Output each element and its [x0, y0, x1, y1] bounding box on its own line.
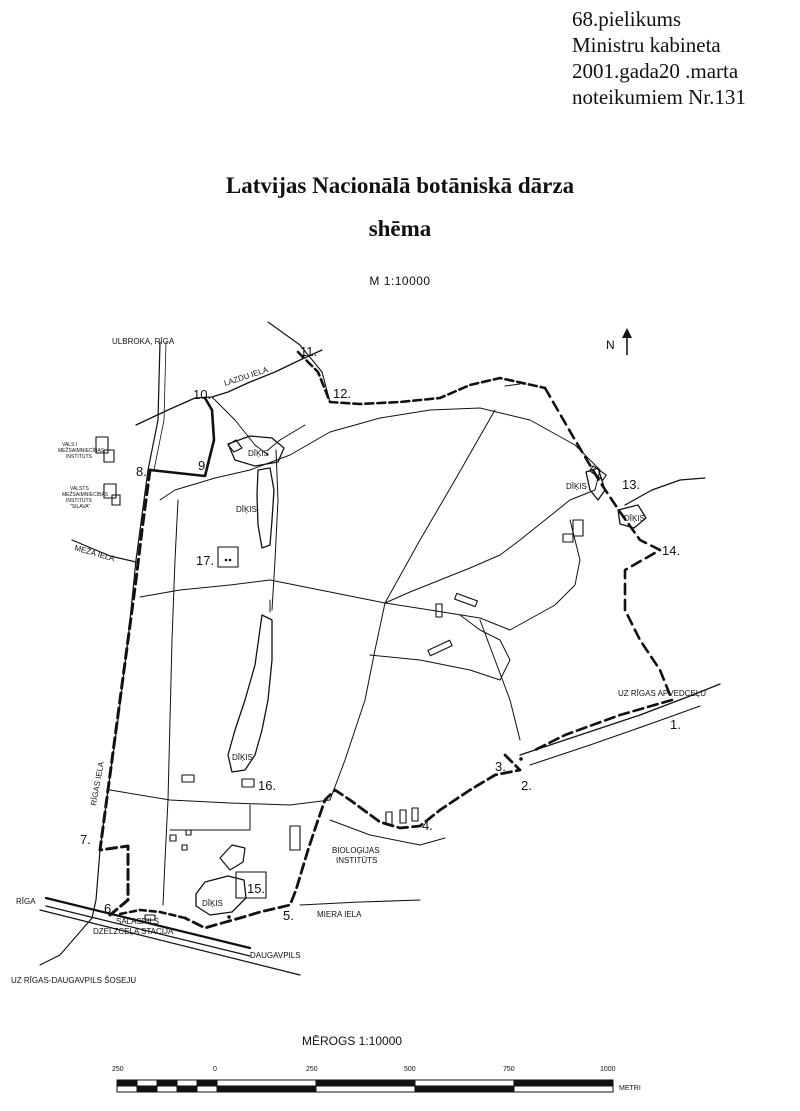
pond-3-long-south — [228, 615, 272, 772]
label-daugavpils: DAUGAVPILS — [250, 951, 301, 960]
building-south-3 — [412, 808, 418, 821]
annex-line-4: noteikumiem Nr.131 — [572, 85, 746, 109]
scalebar-tick-0: 0 — [213, 1066, 217, 1073]
point-10: 10. — [193, 387, 212, 402]
building-small-3 — [182, 845, 187, 850]
building-inst-2 — [104, 450, 114, 462]
label-pond-5: DĪĶIS — [624, 514, 645, 523]
map-scale-text: M 1:10000 — [369, 274, 431, 288]
scalebar-title: MĒROGS 1:10000 — [302, 1034, 403, 1048]
pond-2-long — [257, 468, 274, 548]
point-17: 17. — [196, 553, 215, 568]
label-salaspils: SALASPILS — [116, 917, 160, 926]
label-apvedcelu: UZ RĪGAS APVEDCEĻU — [618, 689, 707, 698]
point-7: 7. — [80, 832, 91, 847]
path-east-grid — [370, 615, 510, 680]
svg-text:INSTITŪTS: INSTITŪTS — [66, 454, 92, 460]
map-title: Latvijas Nacionālā botāniskā dārza — [225, 173, 575, 198]
building-east-3 — [428, 640, 452, 656]
scalebar-tick-250: 250 — [306, 1066, 318, 1073]
point-3: 3. — [495, 759, 506, 774]
label-ulbroka: ULBROKA, RĪGA — [112, 337, 175, 346]
building-small-1 — [182, 775, 194, 782]
path-long-pond — [272, 450, 278, 610]
annex-line-3: 2001.gada20 .marta — [572, 59, 739, 83]
label-institute-1 — [58, 442, 105, 460]
point-13: 13. — [622, 477, 641, 492]
building-17-dot-2 — [225, 559, 228, 562]
label-lazdu-iela: LAZDU IELA — [222, 365, 270, 388]
label-sose: UZ RĪGAS-DAUGAVPILS ŠOSEJU — [11, 976, 137, 985]
point-2: 2. — [521, 778, 532, 793]
point-5: 5. — [283, 908, 294, 923]
point-12: 12. — [333, 386, 352, 401]
building-17 — [218, 547, 238, 567]
road-apvedcelu-edge — [530, 706, 700, 765]
north-arrow — [606, 328, 632, 355]
label-pond-4: DĪĶIS — [566, 482, 587, 491]
point-1: 1. — [670, 717, 681, 732]
scalebar-tick-1000: 1000 — [600, 1066, 616, 1073]
building-east-6 — [563, 534, 573, 542]
scalebar-unit: METRI — [619, 1085, 641, 1092]
point-dot-3 — [519, 757, 523, 761]
annex-line-1: 68.pielikums — [572, 7, 682, 31]
path-north-arc — [268, 425, 305, 450]
road-daugavpils — [40, 910, 300, 975]
map-subtitle: shēma — [368, 216, 432, 241]
point-4: 4. — [422, 818, 433, 833]
point-14: 14. — [662, 543, 681, 558]
building-east-1 — [436, 604, 442, 617]
label-institute-2 — [62, 486, 109, 510]
label-stacija: DZELZCEĻA STACIJA — [93, 927, 174, 936]
label-pond-3: DĪĶIS — [232, 753, 253, 762]
svg-text:INSTITŪTS: INSTITŪTS — [66, 498, 92, 504]
building-small-4 — [186, 830, 191, 835]
label-pond-6: DĪĶIS — [202, 899, 223, 908]
label-biology-2: INSTITŪTS — [336, 856, 378, 865]
point-11: 11. — [300, 344, 318, 359]
scalebar-tick-250-left: 250 — [112, 1066, 124, 1073]
road-miera-iela — [300, 900, 420, 905]
path-east-loop — [330, 603, 385, 800]
building-east-5 — [573, 520, 583, 536]
pond-7 — [220, 845, 245, 870]
path-diagonal-ne — [385, 410, 495, 603]
label-riga: RĪGA — [16, 897, 36, 906]
point-8: 8. — [136, 464, 147, 479]
annex-line-2: Ministru kabineta — [572, 33, 721, 57]
svg-text:VALSTS: VALSTS — [70, 486, 89, 492]
arrow-north-road — [505, 384, 520, 386]
point-9: 9 — [198, 458, 206, 473]
building-small-2 — [170, 835, 176, 841]
road-to-sose — [40, 918, 92, 965]
garden-boundary — [100, 470, 150, 915]
north-label: N — [606, 338, 615, 352]
label-biology-1: BIOLOĢIJAS — [332, 846, 380, 855]
svg-text:MEŽSAIMNIECĪBAS: MEŽSAIMNIECĪBAS — [58, 448, 105, 454]
label-pond-2: DĪĶIS — [236, 505, 257, 514]
scalebar-tick-500: 500 — [404, 1066, 416, 1073]
path-west-east — [140, 580, 510, 630]
scalebar-ticks — [112, 1066, 616, 1073]
building-16 — [242, 779, 254, 787]
path-bend — [510, 520, 580, 630]
svg-text:MEŽSAIMNIECĪBAS: MEŽSAIMNIECĪBAS — [62, 492, 109, 498]
pond-6-south — [196, 876, 246, 915]
label-pond-1: DĪĶIS — [248, 449, 269, 458]
point-dot-5 — [227, 915, 231, 919]
building-east-2 — [455, 593, 478, 606]
path-south-row-2 — [170, 805, 250, 830]
label-rigas-iela: RĪGAS IELA — [89, 760, 106, 807]
building-17-dot-1 — [229, 559, 232, 562]
svg-text:"SILAVA": "SILAVA" — [70, 504, 91, 510]
label-meza-iela: MEŽA IELA — [73, 543, 116, 564]
label-miera-iela: MIERA IELA — [317, 910, 362, 919]
point-16: 16. — [258, 778, 277, 793]
building-south-2 — [400, 810, 406, 823]
point-15: 15. — [247, 881, 266, 896]
path-south-row — [110, 790, 330, 805]
road-north-link — [268, 322, 330, 402]
point-6: 6. — [104, 901, 115, 916]
building-bio — [290, 826, 300, 850]
garden-boundary-east — [545, 388, 672, 700]
scalebar — [117, 1080, 613, 1092]
path-north-west — [160, 478, 215, 500]
scalebar-tick-750: 750 — [503, 1066, 515, 1073]
svg-text:VALS I: VALS I — [62, 442, 78, 448]
path-north-south-1 — [163, 500, 178, 905]
